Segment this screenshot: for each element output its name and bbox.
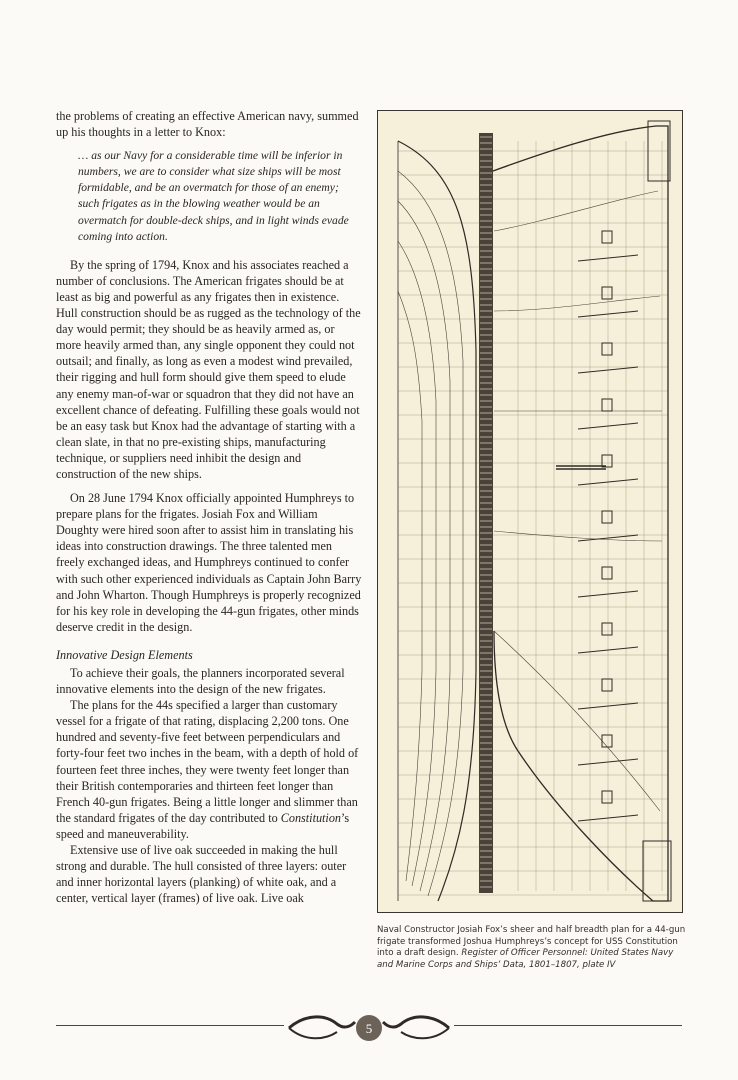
knox-letter-quote: … as our Navy for a considerable time will be inferior in numbers, we are to consider what size ships will be most formidable, and be an overmatch for those of an enemy; such frigates as in the blowing weather would be an overmatch for double-deck ships, and in light winds evade coming into action. [78,149,349,243]
ship-name: Constitution [280,810,342,825]
paragraph-innovative-elements: To achieve their goals, the planners incorporated several innovative elements into the design of the new frigates. [56,666,345,697]
caption-source: Register of Officer Personnel: United States Navy and Marine Corps and Ships’ Data, 1801–1807, plate IV [377,948,674,970]
caption-text: Naval Constructor Josiah Fox’s sheer and half breadth plan for a 44-gun frigate transformed Joshua Humphreys’s concept for USS Constitution into a draft design. [377,925,686,959]
ship-plan-drawing [377,110,683,913]
paragraph-live-oak: Extensive use of live oak succeeded in making the hull strong and durable. The hull consisted of three layers: outer and inner horizontal layers (planking) of white oak, and a center, vertical layer (frames) of live oak. Live oak [56,843,347,906]
sheer-plan-illustration [378,111,682,912]
footer-rule-right [454,1025,682,1026]
footer-ornament [285,1010,453,1046]
intro-paragraph: the problems of creating an effective American navy, summed up his thoughts in a letter to Knox: [56,109,359,140]
dimensions-text: The plans for the 44s specified a larger than customary vessel for a frigate of that rating, displacing 2,200 tons. One hundred and seventy-five feet between perpendiculars and forty-four feet two inches in the beam, with a depth of hold of fourteen feet three inches, they were twenty feet longer than their British contemporaries and thirteen feet longer than French 40-gun frigates. Being a little longer and slimmer than the standard frigates of the day contributed to [56,698,359,825]
paragraph-conclusions: By the spring of 1794, Knox and his associates reached a number of conclusions. The American frigates should be at least as big and powerful as any frigates then in existence. Hull construction should be as rugged as the technology of the day would permit; they should be as heavily armed as, or more heavily armed than, any single opponent they could not outsail; and finally, as long as even a modest wind prevailed, their rigging and hull form should give them speed to elude any enemy man-of-war or squadron that they did not have an excellent chance of defeating. Fulfilling these goals would not be an easy task but Knox had the advantage of starting with a clean slate, in that no pre-existing ships, manufacturing technique, or suppliers need inhibit the design and construction of the new ships. [56,257,361,481]
paragraph-appointment: On 28 June 1794 Knox officially appointed Humphreys to prepare plans for the frigates. Josiah Fox and William Doughty were hired soon after to assist him in translating his ideas into construction drawings. The three talented men freely exchanged ideas, and Humphreys continued to confer with such other experienced individuals as Captain John Barry and John Wharton. Though Humphreys is properly recognized for his key role in developing the 44-gun frigates, other minds deserve credit in the design. [56,491,362,634]
paragraph-dimensions [56,697,362,842]
page-number: 5 [365,1021,373,1036]
footer-rule-left [56,1025,284,1026]
body-text-column [56,108,362,906]
figure-caption [377,925,687,971]
dimensions-text-end: ’s speed and maneuverability. [56,810,350,841]
section-heading: Innovative Design Elements [56,647,193,662]
